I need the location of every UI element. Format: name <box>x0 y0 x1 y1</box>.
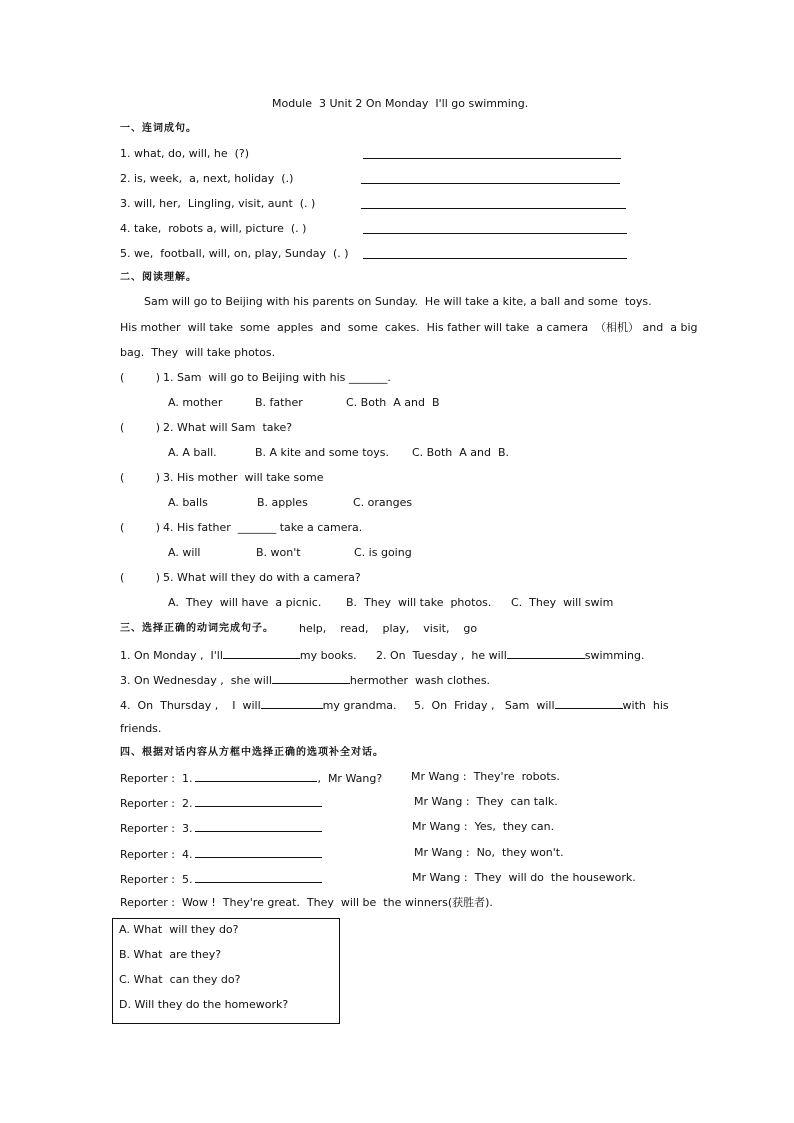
q1-answer-paren[interactable]: ( ) <box>120 371 161 384</box>
q3-answer-paren[interactable]: ( ) <box>120 471 161 484</box>
dialog-reporter-2 <box>120 795 322 811</box>
s1-item-1: 1. what, do, will, he (?) <box>120 147 250 160</box>
s3-s5-after: with his <box>622 699 669 712</box>
box-option-a: A. What will they do? <box>119 923 239 936</box>
q5-option-b: B. They will take photos. <box>346 596 492 609</box>
s3-s1-after: my books. <box>299 649 357 662</box>
box-option-c: C. What can they do? <box>119 973 241 986</box>
q4-option-c: C. is going <box>354 546 412 559</box>
s3-s4-after: my grandma. <box>322 699 397 712</box>
q2-answer-paren[interactable]: ( ) <box>120 421 161 434</box>
q5-option-c: C. They will swim <box>511 596 614 609</box>
s3-blank-2[interactable] <box>507 647 585 659</box>
q3-option-b: B. apples <box>257 496 308 509</box>
reporter-label-3: Reporter : 3. <box>120 822 193 835</box>
s3-line-2 <box>376 647 645 663</box>
dialog-blank-5[interactable] <box>195 871 322 883</box>
q1-option-c: C. Both A and B <box>346 396 440 409</box>
options-box <box>112 918 340 1024</box>
dialog-reporter-1 <box>120 770 382 786</box>
q4-option-b: B. won't <box>256 546 301 559</box>
passage-line-2: His mother will take some apples and some cakes. His father will take a camera （相机） and a big <box>120 321 698 334</box>
section4-heading: 四、根据对话内容从方框中选择正确的选项补全对话。 <box>120 747 384 758</box>
s3-blank-3[interactable] <box>272 672 350 684</box>
dialog-blank-4[interactable] <box>195 846 322 858</box>
reporter-label-4: Reporter : 4. <box>120 848 193 861</box>
q2-option-b: B. A kite and some toys. <box>255 446 389 459</box>
dialog-wang-4: Mr Wang : No, they won't. <box>414 846 564 859</box>
s1-answer-line-3[interactable] <box>361 208 626 209</box>
section3-verb-bank: help, read, play, visit, go <box>299 622 478 635</box>
s3-line-5 <box>414 697 669 713</box>
s1-item-3: 3. will, her, Lingling, visit, aunt (. ) <box>120 197 316 210</box>
s3-line-4 <box>120 697 397 713</box>
s3-s5-before: 5. On Friday , Sam will <box>414 699 555 712</box>
passage-line-3: bag. They will take photos. <box>120 346 276 359</box>
passage-line-1: Sam will go to Beijing with his parents on Sunday. He will take a kite, a ball and some toys. <box>144 295 652 308</box>
dialog-blank-2[interactable] <box>195 795 322 807</box>
s1-answer-line-5[interactable] <box>363 258 627 259</box>
s3-blank-1[interactable] <box>223 647 300 659</box>
s3-s2-after: swimming. <box>584 649 645 662</box>
s3-blank-4[interactable] <box>261 697 323 709</box>
q5-option-a: A. They will have a picnic. <box>168 596 322 609</box>
s1-item-5: 5. we, football, will, on, play, Sunday (. ) <box>120 247 349 260</box>
q1-option-a: A. mother <box>168 396 223 409</box>
s3-s3-before: 3. On Wednesday , she will <box>120 674 272 687</box>
s1-item-4: 4. take, robots a, will, picture (. ) <box>120 222 307 235</box>
q1-text: 1. Sam will go to Beijing with his _______. <box>163 371 391 384</box>
s1-answer-line-2[interactable] <box>361 183 620 184</box>
q5-answer-paren[interactable]: ( ) <box>120 571 161 584</box>
q5-text: 5. What will they do with a camera? <box>163 571 361 584</box>
dialog-closing: Reporter : Wow ! They're great. They will be the winners(获胜者). <box>120 896 493 909</box>
s3-s2-before: 2. On Tuesday , he will <box>376 649 507 662</box>
reporter-label-5: Reporter : 5. <box>120 873 193 886</box>
s3-s1-before: 1. On Monday , I'll <box>120 649 223 662</box>
s3-blank-5[interactable] <box>555 697 623 709</box>
s1-answer-line-1[interactable] <box>363 158 621 159</box>
s1-answer-line-4[interactable] <box>363 233 627 234</box>
q3-text: 3. His mother will take some <box>163 471 324 484</box>
dialog-wang-5: Mr Wang : They will do the housework. <box>412 871 636 884</box>
box-option-d: D. Will they do the homework? <box>119 998 289 1011</box>
q4-text: 4. His father _______ take a camera. <box>163 521 363 534</box>
s3-s3-after: hermother wash clothes. <box>349 674 491 687</box>
dialog-wang-2: Mr Wang : They can talk. <box>414 795 558 808</box>
section1-heading: 一、连词成句。 <box>120 123 197 134</box>
dialog-reporter-3 <box>120 820 322 836</box>
reporter-label-2: Reporter : 2. <box>120 797 193 810</box>
dialog-wang-1: Mr Wang : They're robots. <box>411 770 560 783</box>
box-option-b: B. What are they? <box>119 948 222 961</box>
s3-s4-before: 4. On Thursday , I will <box>120 699 261 712</box>
s3-line-1 <box>120 647 357 663</box>
dialog-wang-3: Mr Wang : Yes, they can. <box>412 820 555 833</box>
dialog-blank-3[interactable] <box>195 820 322 832</box>
q2-option-a: A. A ball. <box>168 446 217 459</box>
q2-option-c: C. Both A and B. <box>412 446 509 459</box>
reporter-label-1: Reporter : 1. <box>120 772 193 785</box>
q3-option-c: C. oranges <box>353 496 413 509</box>
dialog-blank-1[interactable] <box>195 770 317 782</box>
s1-item-2: 2. is, week, a, next, holiday (.) <box>120 172 294 185</box>
q3-option-a: A. balls <box>168 496 208 509</box>
q4-option-a: A. will <box>168 546 201 559</box>
dialog-reporter-4 <box>120 846 322 862</box>
section3-heading: 三、选择正确的动词完成句子。 <box>120 623 274 634</box>
q2-text: 2. What will Sam take? <box>163 421 293 434</box>
page-title: Module 3 Unit 2 On Monday I'll go swimming. <box>272 97 529 110</box>
section2-heading: 二、阅读理解。 <box>120 272 197 283</box>
s3-s5-continuation: friends. <box>120 722 162 735</box>
q1-option-b: B. father <box>255 396 303 409</box>
q4-answer-paren[interactable]: ( ) <box>120 521 161 534</box>
s3-line-3 <box>120 672 490 688</box>
dialog-reporter-5 <box>120 871 322 887</box>
reporter-suffix-1: , Mr Wang? <box>317 772 383 785</box>
